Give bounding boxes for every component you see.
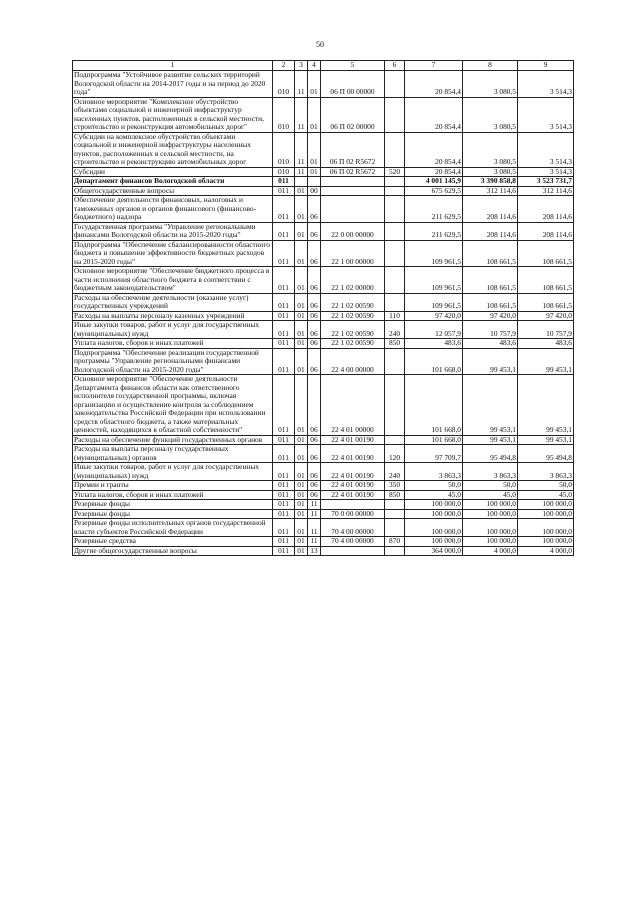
table-row xyxy=(73,500,574,510)
target-article-cell: 22 1 02 00590 xyxy=(321,293,385,311)
subsection-code-cell: 11 xyxy=(308,509,321,519)
header-cell: 9 xyxy=(518,61,574,71)
gr-code-cell: 011 xyxy=(273,339,295,349)
section-code-cell: 11 xyxy=(295,167,308,177)
amount-cell: 97 420,0 xyxy=(518,311,574,321)
table-row xyxy=(73,71,574,98)
table-row xyxy=(73,537,574,547)
amount-cell: 3 863,3 xyxy=(518,463,574,481)
gr-code-cell: 010 xyxy=(273,132,295,167)
amount-cell: 45,0 xyxy=(518,490,574,500)
section-code-cell: 01 xyxy=(295,293,308,311)
amount-cell: 364 000,0 xyxy=(405,546,463,556)
amount-cell: 101 668,0 xyxy=(405,435,463,445)
subsection-code-cell: 11 xyxy=(308,537,321,547)
section-code-cell: 01 xyxy=(295,339,308,349)
target-article-cell xyxy=(321,196,385,223)
table-body xyxy=(73,71,574,556)
amount-cell: 4 000,0 xyxy=(463,546,518,556)
expense-type-cell: 110 xyxy=(385,311,405,321)
expense-type-cell xyxy=(385,375,405,436)
table-row xyxy=(73,348,574,375)
amount-cell: 50,0 xyxy=(518,481,574,491)
amount-cell: 108 661,5 xyxy=(463,293,518,311)
amount-cell: 3 523 731,7 xyxy=(518,177,574,187)
target-article-cell: 22 4 00 00000 xyxy=(321,348,385,375)
amount-cell: 3 080,5 xyxy=(463,132,518,167)
section-code-cell: 01 xyxy=(295,222,308,240)
gr-code-cell: 011 xyxy=(273,509,295,519)
section-code-cell: 01 xyxy=(295,435,308,445)
amount-cell: 99 453,1 xyxy=(518,348,574,375)
section-code-cell: 01 xyxy=(295,348,308,375)
amount-cell: 109 961,5 xyxy=(405,267,463,294)
target-article-cell: 06 П 00 00000 xyxy=(321,71,385,98)
amount-cell: 3 863,3 xyxy=(405,463,463,481)
target-article-cell: 22 1 02 00590 xyxy=(321,321,385,339)
target-article-cell: 22 4 01 00000 xyxy=(321,375,385,436)
table-row xyxy=(73,240,574,267)
amount-cell: 101 668,0 xyxy=(405,375,463,436)
section-code-cell: 11 xyxy=(295,97,308,132)
gr-code-cell: 011 xyxy=(273,435,295,445)
amount-cell: 108 661,5 xyxy=(463,267,518,294)
table-row xyxy=(73,481,574,491)
section-code-cell: 01 xyxy=(295,546,308,556)
gr-code-cell: 011 xyxy=(273,481,295,491)
gr-code-cell: 011 xyxy=(273,445,295,463)
table-row xyxy=(73,293,574,311)
expense-type-cell xyxy=(385,546,405,556)
expense-type-cell: 870 xyxy=(385,537,405,547)
gr-code-cell: 011 xyxy=(273,293,295,311)
row-name-cell: Основное мероприятие "Обеспечение бюджетного процесса в части исполнения областного бюджета в соответствии с бюджетным законодательством" xyxy=(73,267,273,294)
subsection-code-cell: 11 xyxy=(308,519,321,537)
target-article-cell: 22 1 02 00590 xyxy=(321,339,385,349)
subsection-code-cell: 06 xyxy=(308,240,321,267)
section-code-cell: 01 xyxy=(295,267,308,294)
amount-cell: 100 000,0 xyxy=(405,509,463,519)
section-code-cell: 01 xyxy=(295,311,308,321)
row-name-cell: Субсидии на комплексное обустройство объектами социальной и инженерной инфраструктуры населенных пунктов, расположенных в сельской местности, на строительство и реконструкцию автомобильных дорог xyxy=(73,132,273,167)
page-number: 50 xyxy=(316,40,324,49)
row-name-cell: Другие общегосударственные вопросы xyxy=(73,546,273,556)
gr-code-cell: 011 xyxy=(273,177,295,187)
target-article-cell: 22 1 02 00000 xyxy=(321,267,385,294)
amount-cell: 483,6 xyxy=(463,339,518,349)
table-row xyxy=(73,519,574,537)
amount-cell: 100 000,0 xyxy=(518,500,574,510)
header-cell: 8 xyxy=(463,61,518,71)
amount-cell: 10 757,9 xyxy=(518,321,574,339)
section-code-cell: 11 xyxy=(295,71,308,98)
subsection-code-cell: 06 xyxy=(308,311,321,321)
amount-cell: 12 057,9 xyxy=(405,321,463,339)
amount-cell: 3 080,5 xyxy=(463,167,518,177)
amount-cell: 108 661,5 xyxy=(518,293,574,311)
target-article-cell: 22 1 02 00590 xyxy=(321,311,385,321)
amount-cell: 312 114,6 xyxy=(463,186,518,196)
subsection-code-cell: 06 xyxy=(308,348,321,375)
amount-cell: 483,6 xyxy=(518,339,574,349)
subsection-code-cell: 01 xyxy=(308,71,321,98)
target-article-cell: 06 П 02 00000 xyxy=(321,97,385,132)
expense-type-cell xyxy=(385,500,405,510)
row-name-cell: Подпрограмма "Устойчивое развитие сельских территорий Вологодской области на 2014-2017 годы и на период до 2020 года" xyxy=(73,71,273,98)
gr-code-cell: 011 xyxy=(273,537,295,547)
expense-type-cell xyxy=(385,267,405,294)
target-article-cell: 22 4 01 00190 xyxy=(321,445,385,463)
row-name-cell: Резервные фонды xyxy=(73,509,273,519)
amount-cell: 50,0 xyxy=(405,481,463,491)
expense-type-cell: 850 xyxy=(385,339,405,349)
subsection-code-cell: 01 xyxy=(308,97,321,132)
gr-code-cell: 010 xyxy=(273,71,295,98)
gr-code-cell: 011 xyxy=(273,490,295,500)
amount-cell: 100 000,0 xyxy=(518,509,574,519)
gr-code-cell: 011 xyxy=(273,348,295,375)
section-code-cell: 01 xyxy=(295,519,308,537)
subsection-code-cell: 01 xyxy=(308,167,321,177)
subsection-code-cell: 06 xyxy=(308,267,321,294)
section-code-cell: 01 xyxy=(295,445,308,463)
amount-cell: 108 661,5 xyxy=(518,267,574,294)
section-code-cell xyxy=(295,177,308,187)
target-article-cell: 70 4 00 00000 xyxy=(321,537,385,547)
amount-cell: 211 629,5 xyxy=(405,222,463,240)
amount-cell: 97 420,0 xyxy=(405,311,463,321)
target-article-cell: 70 0 00 00000 xyxy=(321,509,385,519)
amount-cell: 3 080,5 xyxy=(463,71,518,98)
gr-code-cell: 010 xyxy=(273,167,295,177)
amount-cell: 3 863,3 xyxy=(463,463,518,481)
header-cell: 7 xyxy=(405,61,463,71)
amount-cell: 100 000,0 xyxy=(463,537,518,547)
expense-type-cell xyxy=(385,348,405,375)
gr-code-cell: 011 xyxy=(273,267,295,294)
section-code-cell: 11 xyxy=(295,132,308,167)
target-article-cell xyxy=(321,177,385,187)
amount-cell: 95 494,8 xyxy=(463,445,518,463)
table-header-row xyxy=(73,61,574,71)
gr-code-cell: 011 xyxy=(273,546,295,556)
amount-cell: 3 080,5 xyxy=(463,97,518,132)
subsection-code-cell: 06 xyxy=(308,321,321,339)
row-name-cell: Основное мероприятие "Комплексное обустройство объектами социальной и инженерной инфраструктур населенных пунктов, расположенных в сельской местности, строительство и реконструкция автомобильных дорог" xyxy=(73,97,273,132)
budget-table xyxy=(72,60,574,556)
expense-type-cell xyxy=(385,240,405,267)
gr-code-cell: 010 xyxy=(273,97,295,132)
gr-code-cell: 011 xyxy=(273,196,295,223)
amount-cell: 108 661,5 xyxy=(518,240,574,267)
subsection-code-cell: 06 xyxy=(308,445,321,463)
amount-cell: 109 961,5 xyxy=(405,293,463,311)
table-row xyxy=(73,222,574,240)
subsection-code-cell: 06 xyxy=(308,196,321,223)
amount-cell: 3 390 858,8 xyxy=(463,177,518,187)
amount-cell: 20 854,4 xyxy=(405,71,463,98)
amount-cell: 4 000,0 xyxy=(518,546,574,556)
gr-code-cell: 011 xyxy=(273,186,295,196)
expense-type-cell: 240 xyxy=(385,463,405,481)
subsection-code-cell: 00 xyxy=(308,186,321,196)
row-name-cell: Иные закупки товаров, работ и услуг для государственных (муниципальных) нужд xyxy=(73,321,273,339)
row-name-cell: Расходы на обеспечение деятельности (оказание услуг) государственных учреждений xyxy=(73,293,273,311)
header-cell: 5 xyxy=(321,61,385,71)
header-cell: 4 xyxy=(308,61,321,71)
expense-type-cell xyxy=(385,132,405,167)
amount-cell: 95 494,8 xyxy=(518,445,574,463)
row-name-cell: Резервные фонды xyxy=(73,500,273,510)
amount-cell: 50,0 xyxy=(463,481,518,491)
subsection-code-cell: 06 xyxy=(308,375,321,436)
row-name-cell: Уплата налогов, сборов и иных платежей xyxy=(73,490,273,500)
table-row xyxy=(73,321,574,339)
row-name-cell: Премии и гранты xyxy=(73,481,273,491)
amount-cell: 100 000,0 xyxy=(518,537,574,547)
table-row xyxy=(73,339,574,349)
amount-cell: 20 854,4 xyxy=(405,97,463,132)
table-row xyxy=(73,177,574,187)
section-code-cell: 01 xyxy=(295,509,308,519)
expense-type-cell xyxy=(385,435,405,445)
row-name-cell: Уплата налогов, сборов и иных платежей xyxy=(73,339,273,349)
amount-cell: 101 668,0 xyxy=(405,348,463,375)
amount-cell: 100 000,0 xyxy=(463,509,518,519)
row-name-cell: Подпрограмма "Обеспечение реализации государственной программы "Управление региональными финансами Вологодской области на 2015-2020 годы" xyxy=(73,348,273,375)
gr-code-cell: 011 xyxy=(273,311,295,321)
expense-type-cell xyxy=(385,196,405,223)
amount-cell: 483,6 xyxy=(405,339,463,349)
row-name-cell: Расходы на обеспечение функций государственных органов xyxy=(73,435,273,445)
amount-cell: 97 420,0 xyxy=(463,311,518,321)
expense-type-cell xyxy=(385,293,405,311)
row-name-cell: Расходы на выплаты персоналу казенных учреждений xyxy=(73,311,273,321)
amount-cell: 4 001 145,9 xyxy=(405,177,463,187)
section-code-cell: 01 xyxy=(295,463,308,481)
amount-cell: 108 661,5 xyxy=(463,240,518,267)
gr-code-cell: 011 xyxy=(273,519,295,537)
table-row xyxy=(73,375,574,436)
subsection-code-cell: 06 xyxy=(308,463,321,481)
subsection-code-cell: 06 xyxy=(308,222,321,240)
amount-cell: 100 000,0 xyxy=(518,519,574,537)
amount-cell: 100 000,0 xyxy=(405,537,463,547)
row-name-cell: Общегосударственные вопросы xyxy=(73,186,273,196)
subsection-code-cell: 06 xyxy=(308,293,321,311)
target-article-cell xyxy=(321,186,385,196)
header-cell: 6 xyxy=(385,61,405,71)
subsection-code-cell: 06 xyxy=(308,481,321,491)
expense-type-cell: 520 xyxy=(385,167,405,177)
expense-type-cell xyxy=(385,71,405,98)
amount-cell: 211 629,5 xyxy=(405,196,463,223)
row-name-cell: Резервные средства xyxy=(73,537,273,547)
gr-code-cell: 011 xyxy=(273,463,295,481)
amount-cell: 20 854,4 xyxy=(405,167,463,177)
row-name-cell: Резервные фонды исполнительных органов государственной власти субъектов Российской Федерации xyxy=(73,519,273,537)
amount-cell: 208 114,6 xyxy=(463,196,518,223)
amount-cell: 3 514,3 xyxy=(518,167,574,177)
amount-cell: 99 453,1 xyxy=(463,375,518,436)
amount-cell: 20 854,4 xyxy=(405,132,463,167)
section-code-cell: 01 xyxy=(295,240,308,267)
table-row xyxy=(73,546,574,556)
expense-type-cell: 350 xyxy=(385,481,405,491)
amount-cell: 312 114,6 xyxy=(518,186,574,196)
amount-cell: 45,0 xyxy=(463,490,518,500)
target-article-cell: 06 П 02 R5672 xyxy=(321,167,385,177)
expense-type-cell: 850 xyxy=(385,490,405,500)
amount-cell: 100 000,0 xyxy=(463,500,518,510)
gr-code-cell: 011 xyxy=(273,321,295,339)
amount-cell: 3 514,3 xyxy=(518,71,574,98)
section-code-cell: 01 xyxy=(295,481,308,491)
table-row xyxy=(73,196,574,223)
gr-code-cell: 011 xyxy=(273,375,295,436)
amount-cell: 99 453,1 xyxy=(518,375,574,436)
header-cell: 2 xyxy=(273,61,295,71)
target-article-cell xyxy=(321,546,385,556)
table-row xyxy=(73,445,574,463)
expense-type-cell: 240 xyxy=(385,321,405,339)
header-cell: 1 xyxy=(73,61,273,71)
section-code-cell: 01 xyxy=(295,186,308,196)
row-name-cell: Расходы на выплаты персоналу государственных (муниципальных) органов xyxy=(73,445,273,463)
subsection-code-cell: 13 xyxy=(308,546,321,556)
subsection-code-cell xyxy=(308,177,321,187)
section-code-cell: 01 xyxy=(295,196,308,223)
gr-code-cell: 011 xyxy=(273,500,295,510)
row-name-cell: Департамент финансов Вологодской области xyxy=(73,177,273,187)
row-name-cell: Основное мероприятие "Обеспечение деятельности Департамента финансов области как ответственного исполнителя государственной программы, включая организацию и осуществление контроля за соблюдением законодательства Российской Федерации при использовании средств областного бюджета, а также материальных ценностей, находящихся в областной собственности" xyxy=(73,375,273,436)
subsection-code-cell: 06 xyxy=(308,435,321,445)
subsection-code-cell: 06 xyxy=(308,339,321,349)
amount-cell: 100 000,0 xyxy=(405,500,463,510)
target-article-cell: 22 1 00 00000 xyxy=(321,240,385,267)
amount-cell: 10 757,9 xyxy=(463,321,518,339)
amount-cell: 208 114,6 xyxy=(463,222,518,240)
expense-type-cell xyxy=(385,519,405,537)
target-article-cell: 22 0 00 00000 xyxy=(321,222,385,240)
row-name-cell: Иные закупки товаров, работ и услуг для государственных (муниципальных) нужд xyxy=(73,463,273,481)
target-article-cell: 70 4 00 00000 xyxy=(321,519,385,537)
section-code-cell: 01 xyxy=(295,500,308,510)
expense-type-cell xyxy=(385,509,405,519)
expense-type-cell xyxy=(385,222,405,240)
amount-cell: 100 000,0 xyxy=(463,519,518,537)
target-article-cell: 06 П 02 R5672 xyxy=(321,132,385,167)
row-name-cell: Подпрограмма "Обеспечение сбалансированности областного бюджета и повышение эффективности бюджетных расходов на 2015-2020 годы" xyxy=(73,240,273,267)
target-article-cell: 22 4 01 00190 xyxy=(321,490,385,500)
expense-type-cell: 120 xyxy=(385,445,405,463)
row-name-cell: Обеспечение деятельности финансовых, налоговых и таможенных органов и органов финансового (финансово-бюджетного) надзора xyxy=(73,196,273,223)
amount-cell: 3 514,3 xyxy=(518,132,574,167)
row-name-cell: Субсидии xyxy=(73,167,273,177)
amount-cell: 208 114,6 xyxy=(518,196,574,223)
table-row xyxy=(73,267,574,294)
target-article-cell: 22 4 01 00190 xyxy=(321,463,385,481)
subsection-code-cell: 06 xyxy=(308,490,321,500)
subsection-code-cell: 01 xyxy=(308,132,321,167)
expense-type-cell xyxy=(385,177,405,187)
table-row xyxy=(73,97,574,132)
amount-cell: 97 709,7 xyxy=(405,445,463,463)
amount-cell: 109 961,5 xyxy=(405,240,463,267)
section-code-cell: 01 xyxy=(295,321,308,339)
target-article-cell: 22 4 01 00190 xyxy=(321,481,385,491)
table-row xyxy=(73,132,574,167)
subsection-code-cell: 11 xyxy=(308,500,321,510)
section-code-cell: 01 xyxy=(295,490,308,500)
amount-cell: 99 453,1 xyxy=(463,348,518,375)
amount-cell: 675 629,5 xyxy=(405,186,463,196)
gr-code-cell: 011 xyxy=(273,222,295,240)
target-article-cell xyxy=(321,500,385,510)
amount-cell: 208 114,6 xyxy=(518,222,574,240)
amount-cell: 3 514,3 xyxy=(518,97,574,132)
section-code-cell: 01 xyxy=(295,537,308,547)
amount-cell: 99 453,1 xyxy=(463,435,518,445)
expense-type-cell xyxy=(385,97,405,132)
header-cell: 3 xyxy=(295,61,308,71)
section-code-cell: 01 xyxy=(295,375,308,436)
expense-type-cell xyxy=(385,186,405,196)
row-name-cell: Государственная программа "Управление региональными финансами Вологодской области на 2015-2020 годы" xyxy=(73,222,273,240)
amount-cell: 99 453,1 xyxy=(518,435,574,445)
amount-cell: 45,0 xyxy=(405,490,463,500)
table-row xyxy=(73,463,574,481)
target-article-cell: 22 4 01 00190 xyxy=(321,435,385,445)
amount-cell: 100 000,0 xyxy=(405,519,463,537)
gr-code-cell: 011 xyxy=(273,240,295,267)
